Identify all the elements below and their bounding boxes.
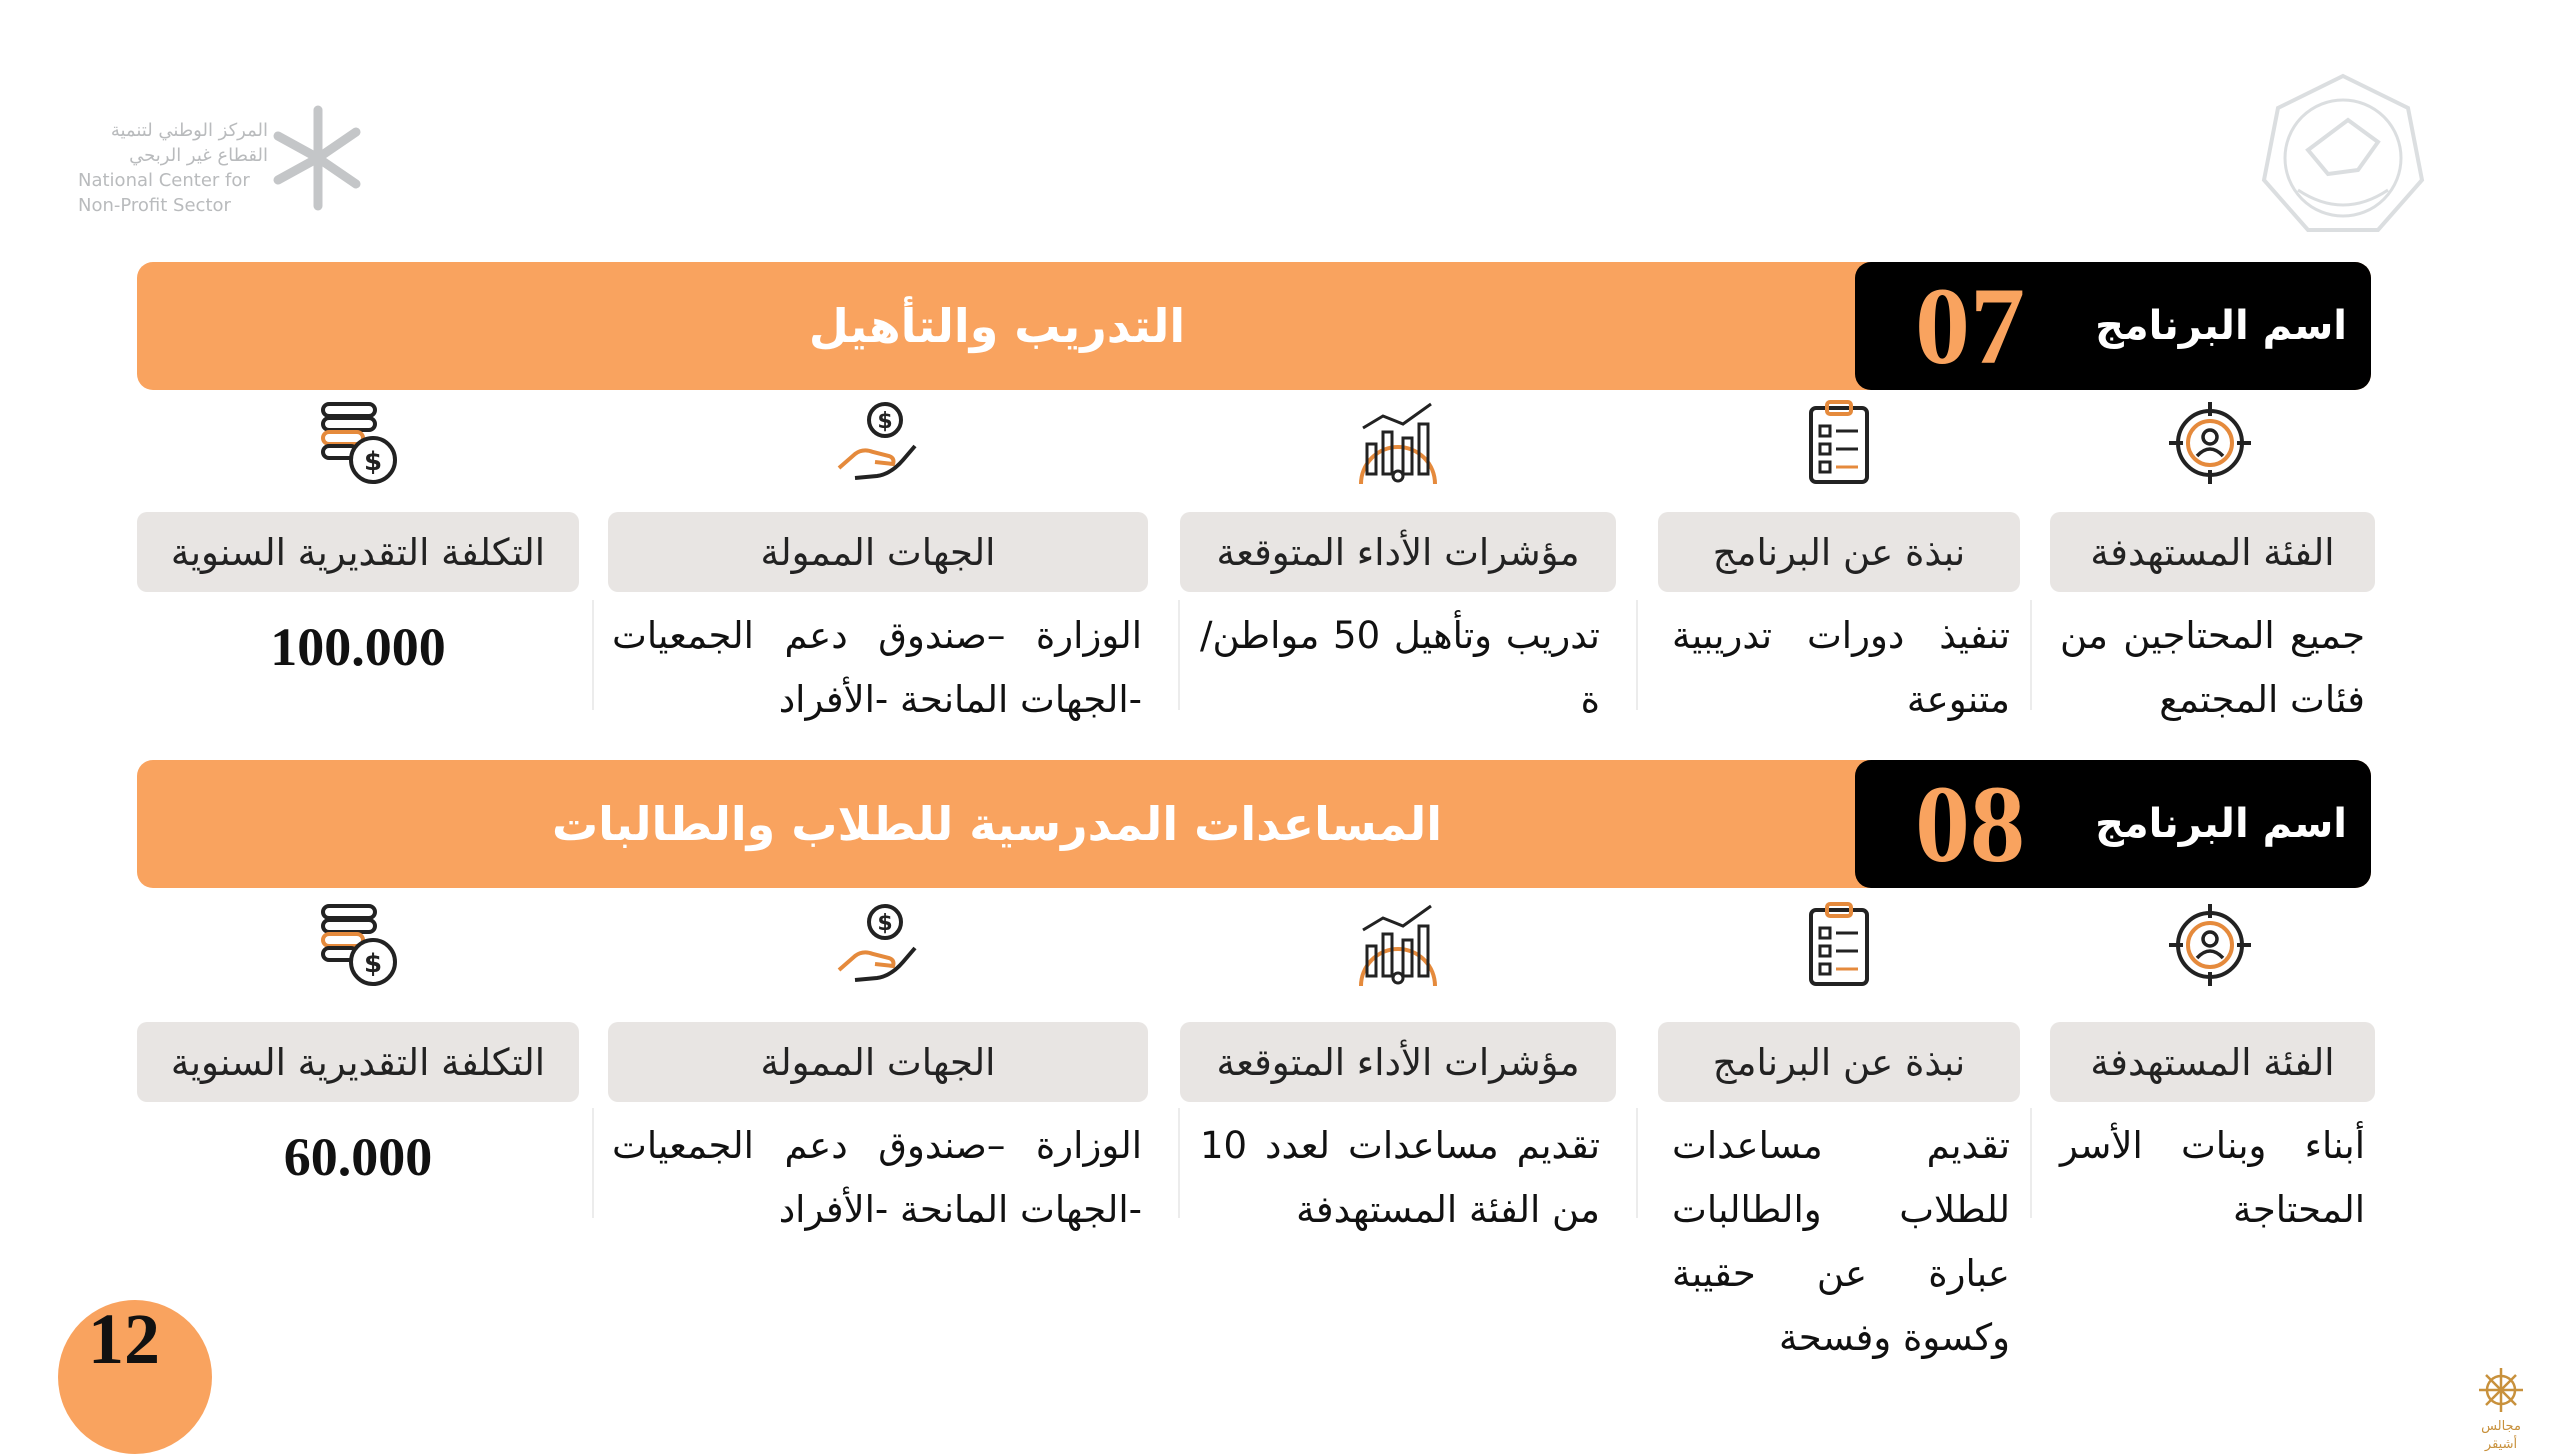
target-group-text: جميع المحتاجين من فئات المجتمع <box>2060 614 2365 721</box>
kpi-column <box>1180 900 1616 1380</box>
about-text: تقديم مساعدات للطلاب والطالبات عبارة عن حقيبة وكسوة وفسحة <box>1672 1124 2010 1359</box>
target-group-text: أبناء وبنات الأسر المحتاجة <box>2060 1124 2365 1231</box>
svg-text:$: $ <box>363 949 383 979</box>
divider-line <box>1178 600 1180 710</box>
about-header: نبذة عن البرنامج <box>1658 1022 2020 1102</box>
target-group-header: الفئة المستهدفة <box>2050 1022 2375 1102</box>
target-group-column <box>2050 900 2375 1380</box>
brand-mark-icon <box>2466 1366 2536 1414</box>
page-number: 12 <box>88 1299 160 1379</box>
program-label-box <box>1855 262 2371 390</box>
program-title: التدريب والتأهيل <box>808 299 1186 353</box>
funders-column <box>608 398 1148 738</box>
logo-arabic-line-1: المركز الوطني لتنمية <box>110 120 268 141</box>
svg-text:$: $ <box>877 409 893 434</box>
program-name-label: اسم البرنامج <box>2095 801 2347 847</box>
kpi-column <box>1180 398 1616 738</box>
about-text: تنفيذ دورات تدريبية متنوعة <box>1672 614 2010 721</box>
logo-arabic-line-2: القطاع غير الربحي <box>129 145 268 166</box>
cost-value: 100.000 <box>270 617 446 677</box>
clipboard-checklist-icon <box>1794 900 1884 990</box>
funders-column <box>608 900 1148 1380</box>
program-name-label: اسم البرنامج <box>2095 303 2347 349</box>
program-number: 07 <box>1915 265 2025 387</box>
logo-english-line-1: National Center for <box>78 170 250 191</box>
national-center-logo <box>78 98 368 218</box>
divider-line <box>1178 1108 1180 1218</box>
logo-english-line-2: Non-Profit Sector <box>78 195 231 216</box>
program-number: 08 <box>1915 763 2025 885</box>
divider-line <box>592 1108 594 1218</box>
about-column <box>1658 900 2020 1380</box>
national-center-mark-icon <box>258 98 368 218</box>
about-header: نبذة عن البرنامج <box>1658 512 2020 592</box>
clipboard-checklist-icon <box>1794 398 1884 488</box>
divider-line <box>2030 600 2032 710</box>
cost-header: التكلفة التقديرية السنوية <box>137 512 579 592</box>
hand-coin-icon <box>833 900 923 990</box>
performance-chart-icon <box>1353 900 1443 990</box>
target-person-icon <box>2165 900 2255 990</box>
target-person-icon <box>2165 398 2255 488</box>
funders-text: الوزارة –صندوق دعم الجمعيات -الجهات المانحة -الأفراد <box>612 1124 1142 1231</box>
divider-line <box>1636 1108 1638 1218</box>
cost-column <box>137 900 579 1380</box>
divider-line <box>1636 600 1638 710</box>
svg-text:$: $ <box>363 447 383 477</box>
funders-text: الوزارة –صندوق دعم الجمعيات -الجهات المانحة -الأفراد <box>612 614 1142 721</box>
association-seal-icon <box>2258 70 2428 240</box>
kpi-text: تدريب وتأهيل 50 مواطن/ة <box>1200 614 1600 721</box>
coins-stack-icon <box>313 398 403 488</box>
kpi-text: تقديم مساعدات لعدد 10 من الفئة المستهدفة <box>1200 1124 1600 1231</box>
performance-chart-icon <box>1353 398 1443 488</box>
target-group-column <box>2050 398 2375 738</box>
kpi-header: مؤشرات الأداء المتوقعة <box>1180 1022 1616 1102</box>
program-banner-08 <box>137 760 2371 888</box>
cost-column <box>137 398 579 738</box>
program-label-box <box>1855 760 2371 888</box>
program-banner-07 <box>137 262 2371 390</box>
svg-text:$: $ <box>877 911 893 936</box>
target-group-header: الفئة المستهدفة <box>2050 512 2375 592</box>
hand-coin-icon <box>833 398 923 488</box>
cost-value: 60.000 <box>283 1127 433 1187</box>
about-column <box>1658 398 2020 738</box>
program-title: المساعدات المدرسية للطلاب والطالبات <box>551 797 1443 851</box>
kpi-header: مؤشرات الأداء المتوقعة <box>1180 512 1616 592</box>
cost-header: التكلفة التقديرية السنوية <box>137 1022 579 1102</box>
brand-logo <box>2466 1366 2536 1452</box>
brand-logo-text: مجالس أشيقر <box>2481 1419 2521 1452</box>
funders-header: الجهات الممولة <box>608 1022 1148 1102</box>
divider-line <box>2030 1108 2032 1218</box>
funders-header: الجهات الممولة <box>608 512 1148 592</box>
coins-stack-icon <box>313 900 403 990</box>
divider-line <box>592 600 594 710</box>
